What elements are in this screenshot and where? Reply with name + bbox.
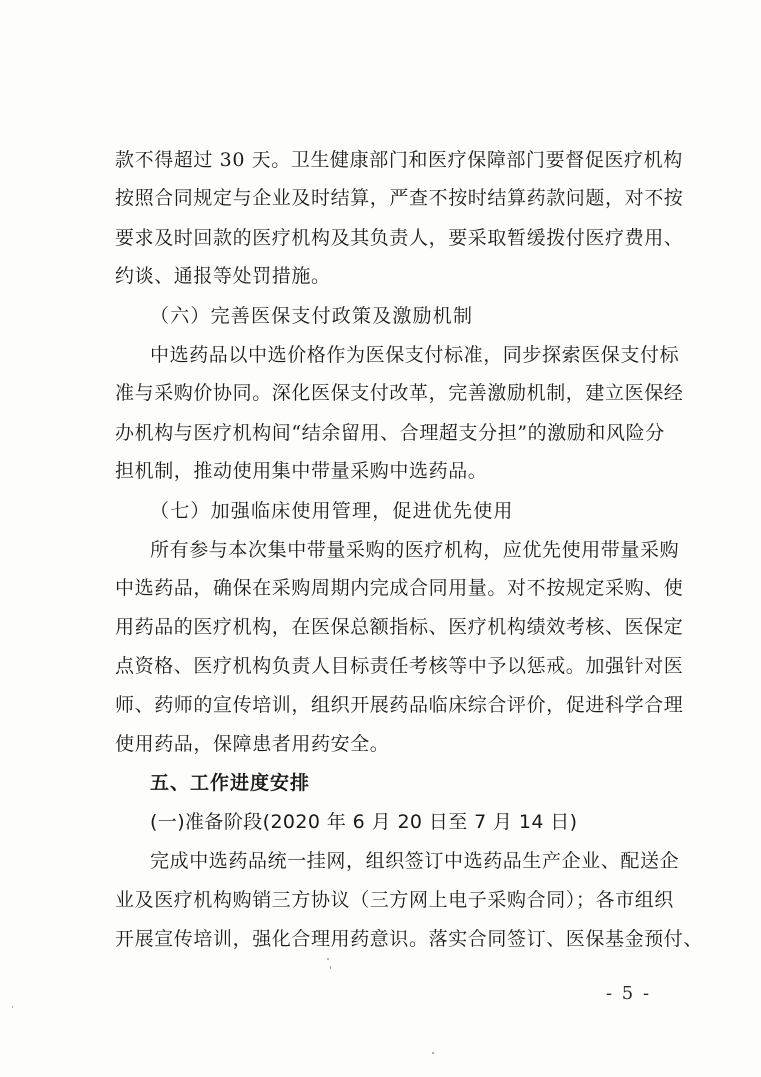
paragraph-line: 开展宣传培训，强化合理用药意识。落实合同签订、医保基金预付、	[115, 928, 704, 950]
paragraph-line: 约谈、通报等处罚措施。	[115, 265, 331, 287]
paragraph-line: 完成中选药品统一挂网，组织签订中选药品生产企业、配送企	[150, 850, 680, 872]
paragraph-line: 中选药品，确保在采购周期内完成合同用量。对不按规定采购、使	[115, 577, 684, 599]
paragraph-line: 中选药品以中选价格作为医保支付标准，同步探索医保支付标	[150, 344, 680, 366]
paragraph-line: 业及医疗机构购销三方协议（三方网上电子采购合同）；各市组织	[115, 889, 674, 911]
paragraph-line: 准与采购价协同。深化医保支付改革，完善激励机制，建立医保经	[115, 382, 684, 404]
section-heading: 五、工作进度安排	[150, 772, 311, 794]
stage-heading: (一)准备阶段(2020 年 6 月 20 日至 7 月 14 日)	[150, 811, 578, 833]
paragraph-line: 点资格、医疗机构负责人目标责任考核等中予以惩戒。加强针对医	[115, 655, 684, 677]
paragraph-line: 用药品的医疗机构，在医保总额指标、医疗机构绩效考核、医保定	[115, 616, 684, 638]
paragraph-line: 担机制，推动使用集中带量采购中选药品。	[115, 460, 488, 482]
scan-speck	[327, 958, 329, 960]
scan-speck	[12, 1006, 13, 1008]
paragraph-line: 所有参与本次集中带量采购的医疗机构，应优先使用带量采购	[150, 539, 680, 561]
scan-speck	[330, 966, 331, 969]
paragraph-line: 款不得超过 30 天。卫生健康部门和医疗保障部门要督促医疗机构	[115, 149, 683, 171]
paragraph-line: 师、药师的宣传培训，组织开展药品临床综合评价，促进科学合理	[115, 694, 684, 716]
paragraph-line: 使用药品，保障患者用药安全。	[115, 733, 390, 755]
page-number: - 5 -	[606, 983, 652, 1004]
paragraph-line: 要求及时回款的医疗机构及其负责人，要采取暂缓拨付医疗费用、	[115, 227, 684, 249]
section-subheading: （六）完善医保支付政策及激励机制	[150, 305, 474, 327]
paragraph-line: 办机构与医疗机构间“结余留用、合理超支分担”的激励和风险分	[115, 422, 665, 444]
scan-speck	[432, 1052, 434, 1054]
paragraph-line: 按照合同规定与企业及时结算，严查不按时结算药款问题，对不按	[115, 187, 684, 209]
section-subheading: （七）加强临床使用管理，促进优先使用	[150, 500, 514, 522]
